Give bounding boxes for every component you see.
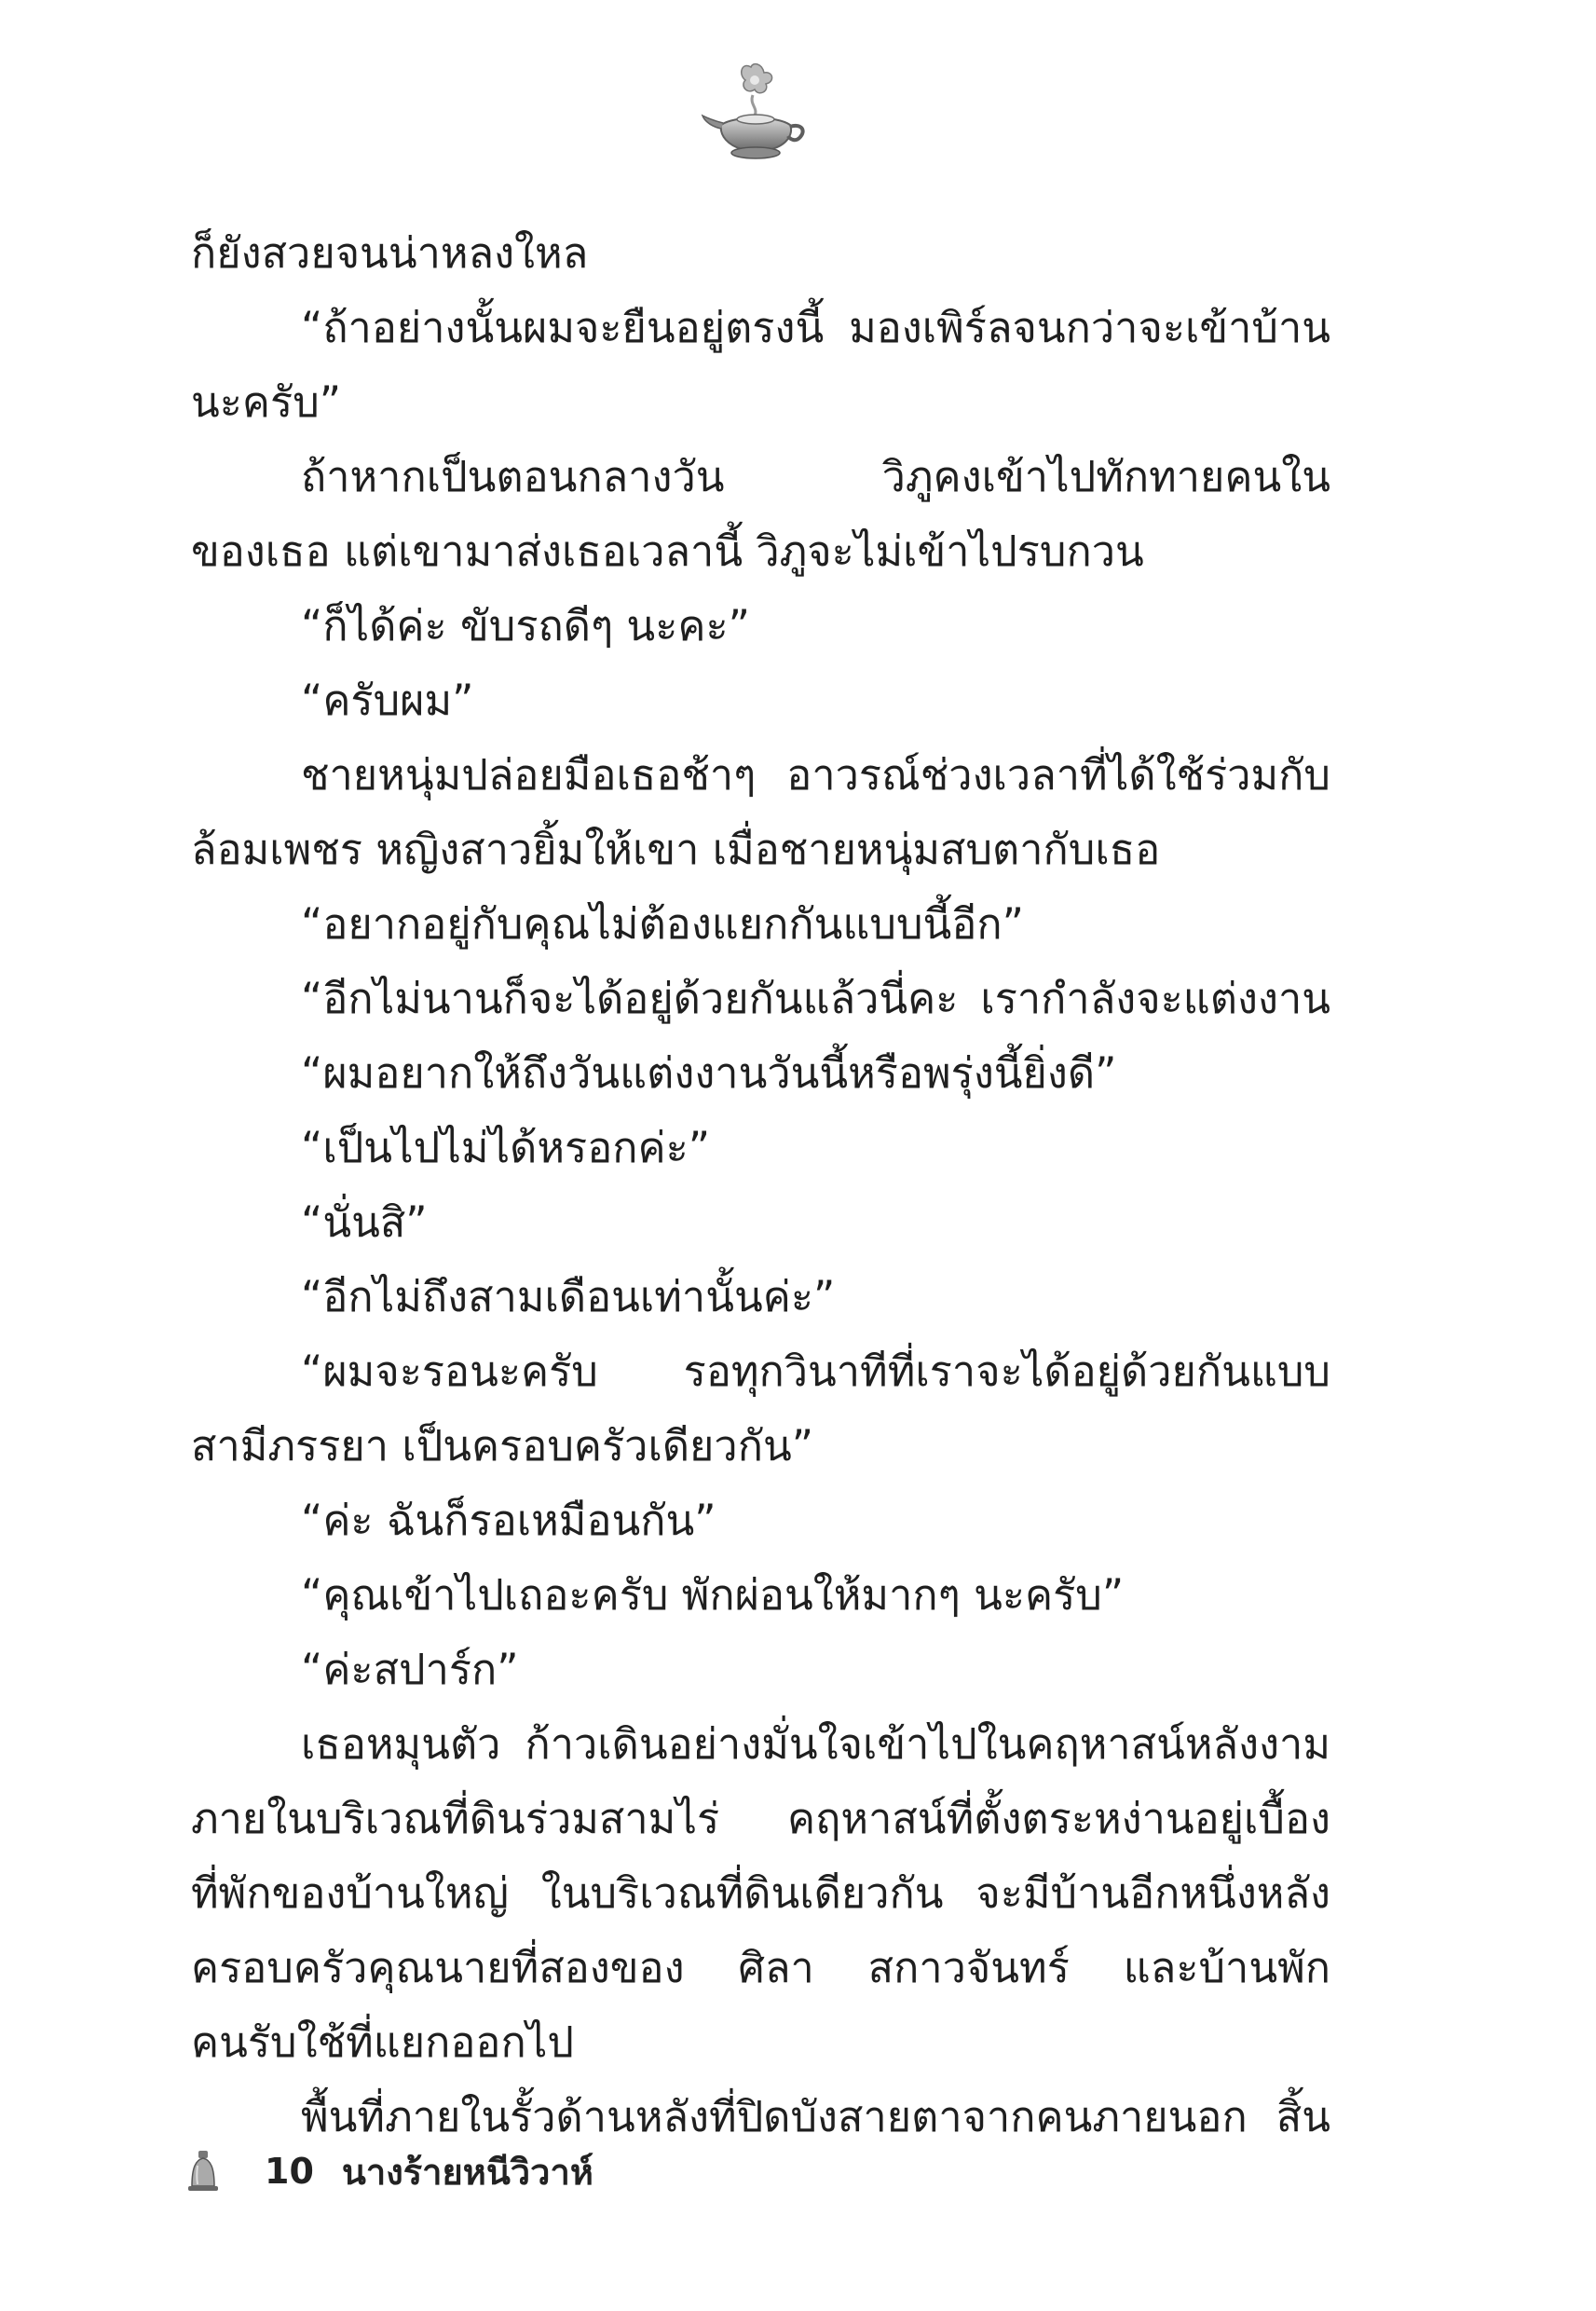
- text-line: “ผมอยากให้ถึงวันแต่งงานวันนี้หรือพรุ่งนี้ยิ่งดี”: [301, 1048, 1117, 1098]
- text-line: ก็ยังสวยจนน่าหลงใหล: [191, 228, 589, 278]
- text-line: “ผมจะรอนะครับ รอทุกวินาทีที่เราจะได้อยู่ด้วยกันแบบ: [301, 1347, 1330, 1396]
- text-line: “เป็นไปไม่ได้หรอกค่ะ”: [301, 1123, 711, 1172]
- magic-lamp-icon: [697, 54, 813, 171]
- text-line: “อีกไม่ถึงสามเดือนเท่านั้นค่ะ”: [301, 1272, 836, 1321]
- text-line: ชายหนุ่มปล่อยมือเธอช้าๆ อาวรณ์ช่วงเวลาที่ได้ใช้ร่วมกับ: [301, 750, 1330, 800]
- text-line: ครอบครัวคุณนายที่สองของ ศิลา สกาวจันทร์ และบ้านพัก: [191, 1943, 1330, 1992]
- text-line: ภายในบริเวณที่ดินร่วมสามไร่ คฤหาสน์ที่ตั้งตระหง่านอยู่เบื้อง: [191, 1794, 1330, 1843]
- book-title: นางร้ายหนีวิวาห์: [341, 2151, 593, 2193]
- text-line: นะครับ”: [191, 377, 342, 427]
- text-line: “ครับผม”: [301, 676, 474, 725]
- text-line: สามีภรรยา เป็นครอบครัวเดียวกัน”: [191, 1421, 814, 1470]
- bell-icon: [184, 2149, 222, 2194]
- text-line: ของเธอ แต่เขามาส่งเธอเวลานี้ วิภูจะไม่เข้าไปรบกวน: [191, 526, 1144, 576]
- page-number: 10: [265, 2151, 314, 2192]
- text-line: “ก็ได้ค่ะ ขับรถดีๆ นะคะ”: [301, 601, 750, 650]
- page-footer: [184, 2148, 593, 2195]
- text-line: “นั่นสิ”: [301, 1197, 428, 1247]
- text-line: ที่พักของบ้านใหญ่ ในบริเวณที่ดินเดียวกัน จะมีบ้านอีกหนึ่งหลัง: [191, 1868, 1330, 1918]
- text-line: ถ้าหากเป็นตอนกลางวัน วิภูคงเข้าไปทักทายคนใน: [301, 452, 1330, 501]
- text-line: “ค่ะสปาร์ก”: [301, 1645, 519, 1694]
- text-line: “อีกไม่นานก็จะได้อยู่ด้วยกันแล้วนี่คะ เรากำลังจะแต่งงาน: [301, 974, 1330, 1023]
- text-line: “ค่ะ ฉันก็รอเหมือนกัน”: [301, 1496, 716, 1545]
- text-line: คนรับใช้ที่แยกออกไป: [191, 2017, 574, 2067]
- text-line: ล้อมเพชร หญิงสาวยิ้มให้เขา เมื่อชายหนุ่มสบตากับเธอ: [191, 825, 1161, 874]
- text-line: “ถ้าอย่างนั้นผมจะยืนอยู่ตรงนี้ มองเพิร์ลจนกว่าจะเข้าบ้าน: [301, 303, 1330, 352]
- text-line: “คุณเข้าไปเถอะครับ พักผ่อนให้มากๆ นะครับ”: [301, 1570, 1125, 1620]
- body-text: [191, 216, 1330, 2154]
- text-line: เธอหมุนตัว ก้าวเดินอย่างมั่นใจเข้าไปในคฤหาสน์หลังงาม: [301, 1719, 1330, 1769]
- text-line: พื้นที่ภายในรั้วด้านหลังที่ปิดบังสายตาจากคนภายนอก สิ้น: [301, 2092, 1330, 2141]
- text-line: “อยากอยู่กับคุณไม่ต้องแยกกันแบบนี้อีก”: [301, 899, 1024, 949]
